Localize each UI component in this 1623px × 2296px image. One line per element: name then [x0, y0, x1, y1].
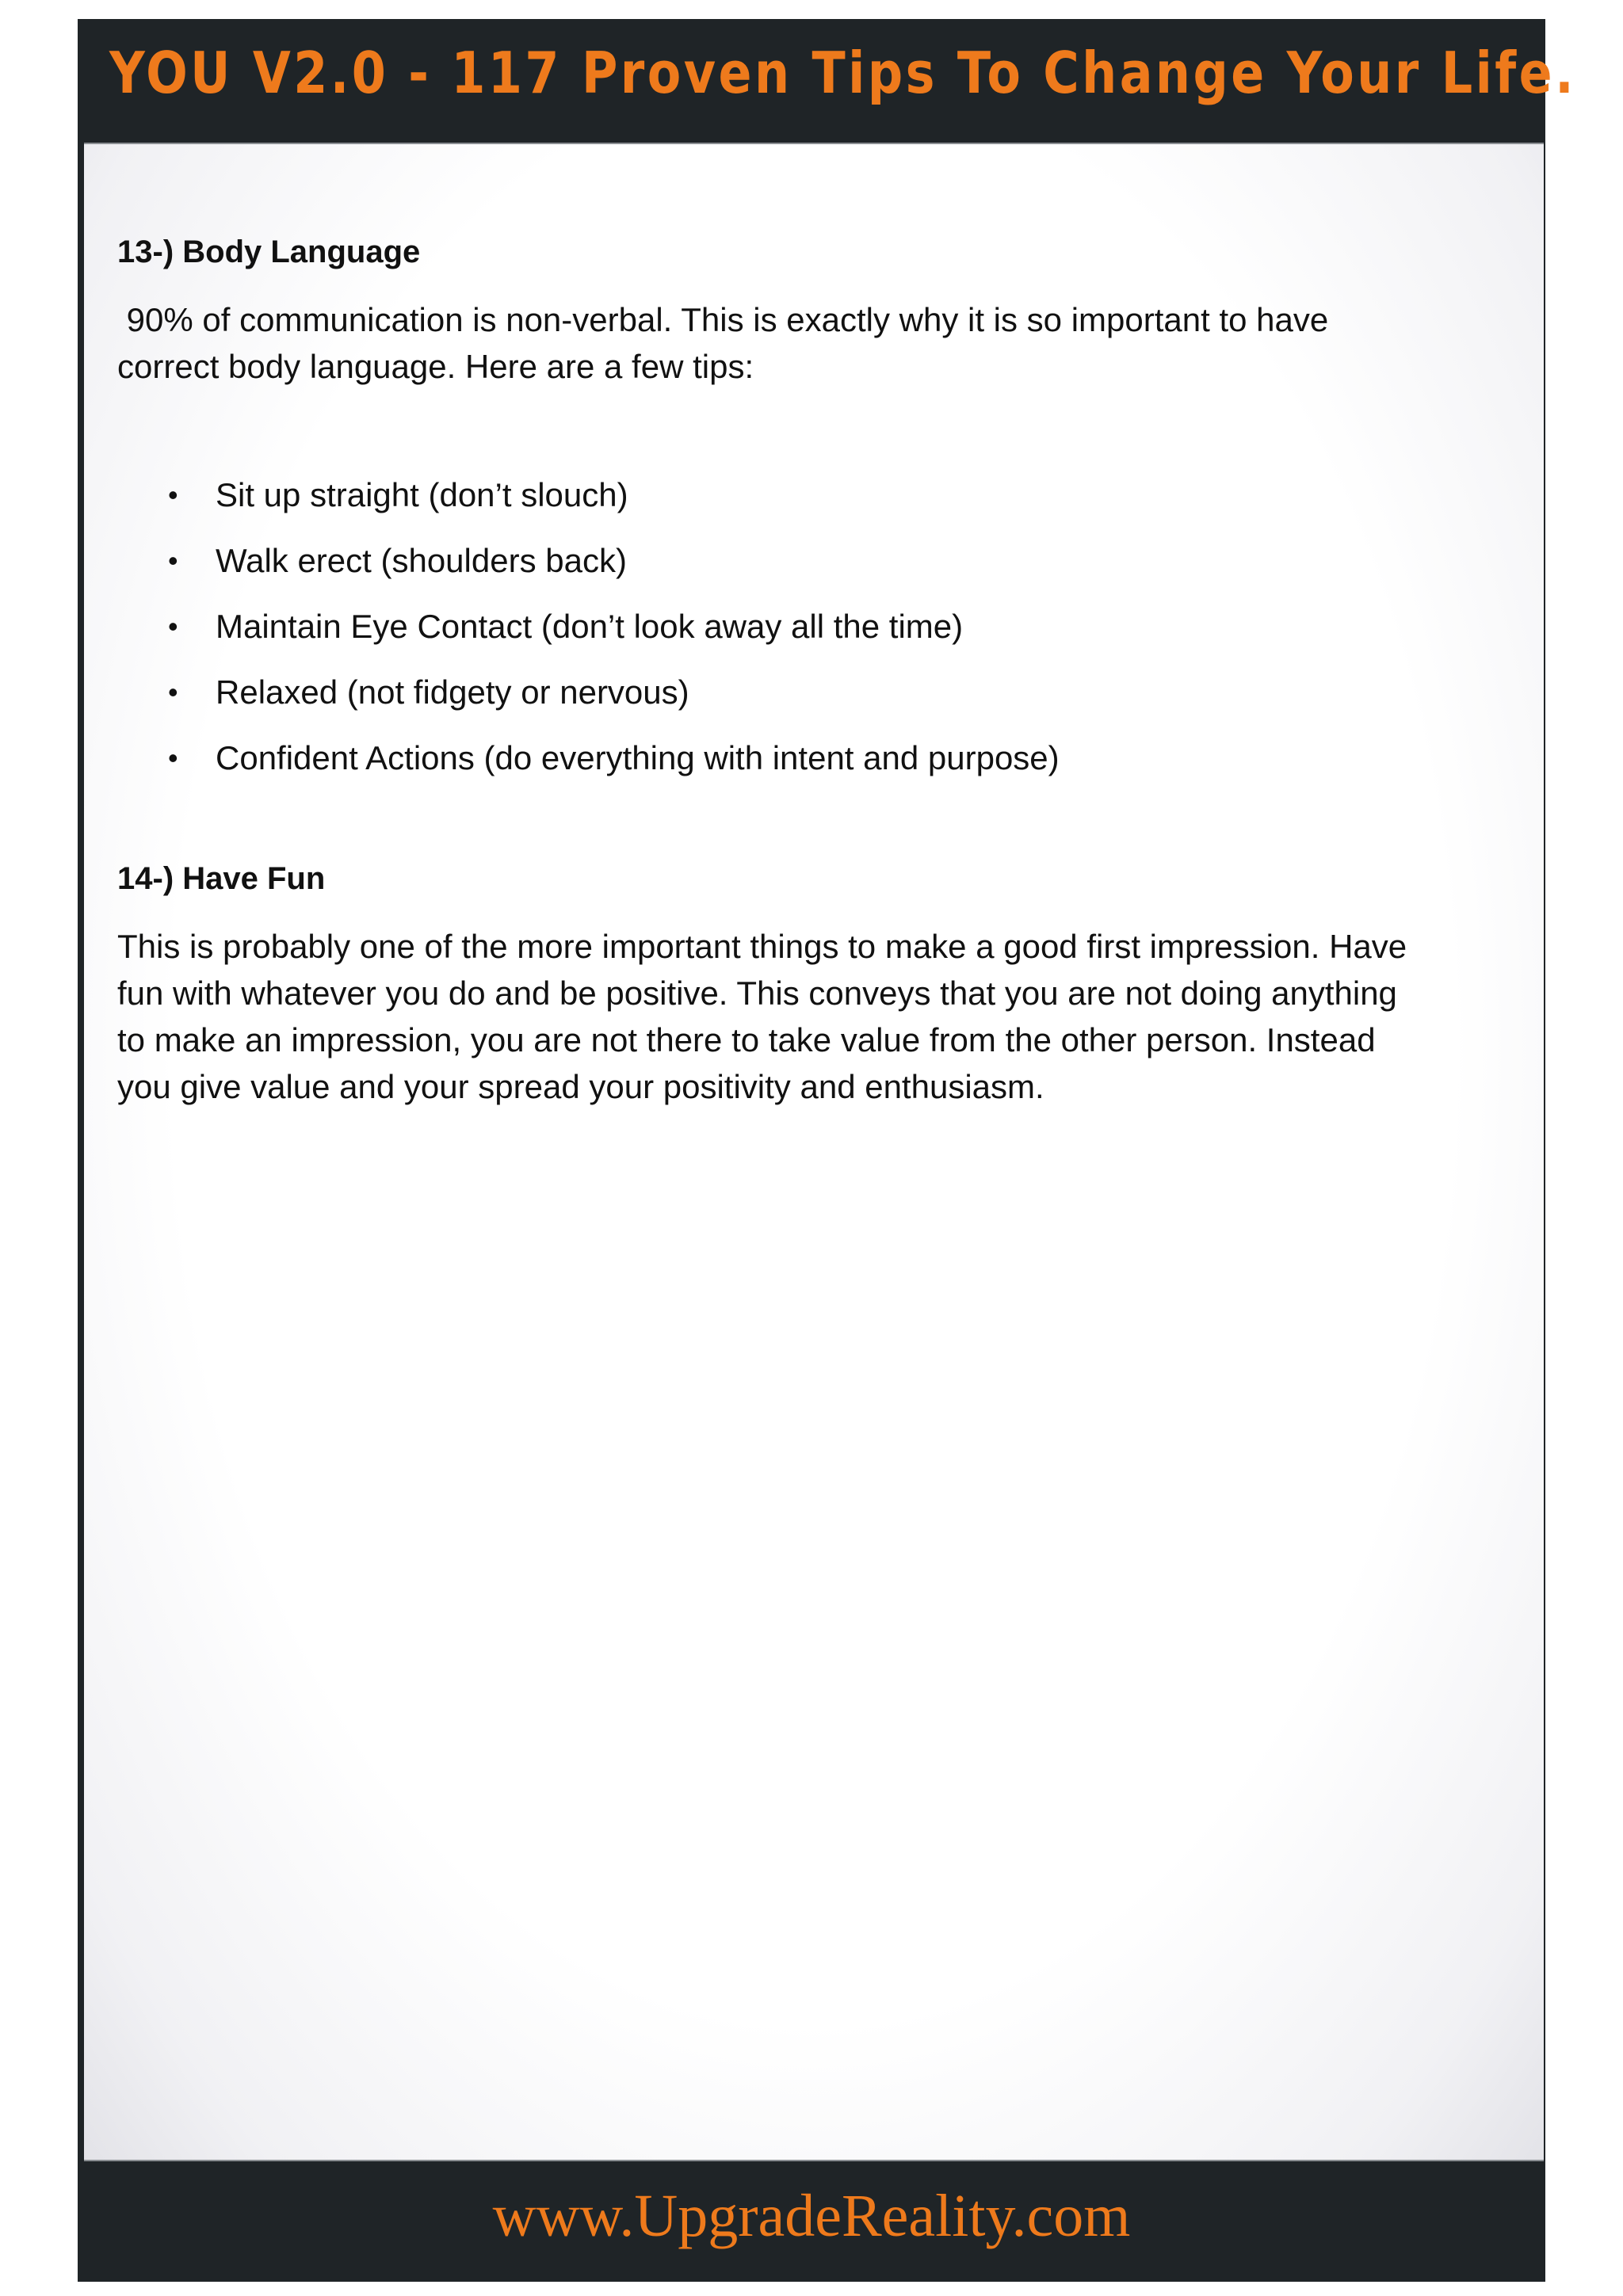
- list-item-text: Relaxed (not fidgety or nervous): [216, 673, 689, 711]
- page-content: [84, 143, 1544, 2161]
- paragraph-line: to make an impression, you are not there to take value from the other person. Instead: [117, 1021, 1376, 1058]
- paragraph-line: 90% of communication is non-verbal. This is exactly why it is so important to have: [117, 301, 1329, 338]
- list-item-text: Walk erect (shoulders back): [216, 542, 627, 579]
- list-item: [0, 471, 1347, 519]
- bullet-icon: •: [168, 676, 178, 708]
- bullet-icon: •: [168, 479, 178, 511]
- list-item-text: Maintain Eye Contact (don’t look away all the time): [216, 608, 964, 645]
- paragraph-line: This is probably one of the more important things to make a good first impression. Have: [117, 928, 1407, 965]
- document-page: [78, 19, 1577, 2282]
- bullet-icon: •: [168, 544, 178, 577]
- paragraph-line: correct body language. Here are a few tips:: [117, 348, 754, 385]
- page-footer: [78, 2161, 1545, 2282]
- list-item-text: Confident Actions (do everything with intent and purpose): [216, 739, 1060, 776]
- list-item: [0, 734, 1347, 782]
- list-item: [0, 669, 1347, 716]
- footer-website-link[interactable]: www.UpgradeReality.com: [492, 2183, 1131, 2249]
- paragraph-line: fun with whatever you do and be positive. This conveys that you are not doing anything: [117, 974, 1397, 1012]
- section-paragraph-body-language: [117, 296, 1328, 390]
- list-item: [0, 603, 1347, 650]
- section-heading-body-language: 13-) Body Language: [117, 235, 421, 269]
- section-paragraph-have-fun: [117, 923, 1407, 1110]
- bullet-icon: •: [168, 742, 178, 774]
- bullet-icon: •: [168, 610, 178, 643]
- section-heading-have-fun: 14-) Have Fun: [117, 861, 326, 896]
- page-title: YOU V2.0 - 117 Proven Tips To Change Your Life.: [109, 40, 1577, 106]
- page-header: [78, 19, 1577, 141]
- list-item-text: Sit up straight (don’t slouch): [216, 476, 628, 513]
- paragraph-line: you give value and your spread your positivity and enthusiasm.: [117, 1068, 1044, 1105]
- list-item: [0, 537, 1347, 585]
